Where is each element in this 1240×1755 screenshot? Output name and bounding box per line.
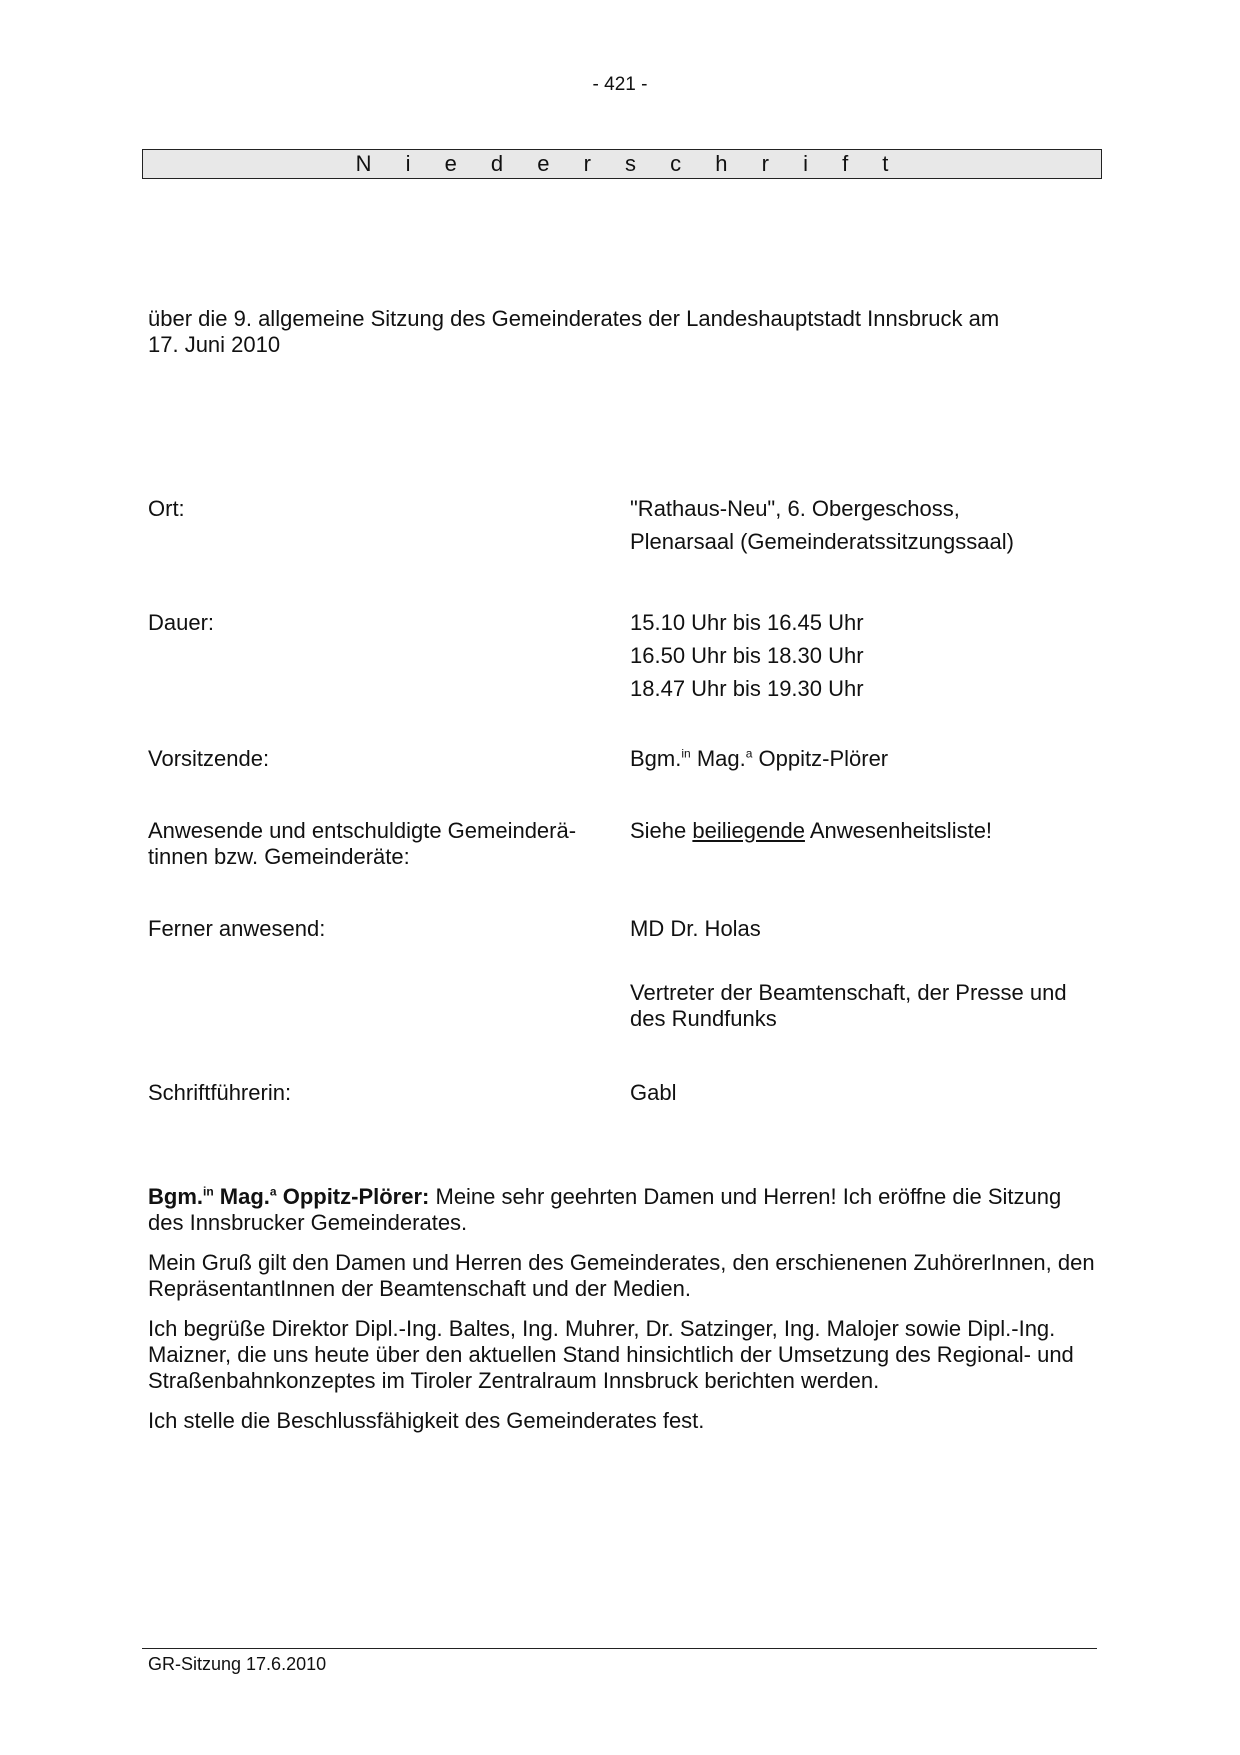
ferner-label: Ferner anwesend: — [148, 916, 326, 941]
anwesende-label-line-2: tinnen bzw. Gemeinderäte: — [148, 844, 410, 869]
anwesende-value-post: Anwesenheitsliste! — [804, 818, 993, 843]
ort-value-line: "Rathaus-Neu", 6. Obergeschoss, — [630, 496, 960, 521]
footer-text: GR-Sitzung 17.6.2010 — [148, 1654, 327, 1674]
speech-paragraph-4: Ich stelle die Beschlussfähigkeit des Gemeinderates fest. — [148, 1408, 705, 1433]
anwesende-label — [148, 818, 618, 870]
intro-line-2: 17. Juni 2010 — [148, 332, 281, 357]
anwesende-value — [630, 818, 1100, 844]
speaker-name — [148, 1184, 429, 1209]
speaker-prefix: Bgm. — [148, 1184, 203, 1209]
intro-line-1: über die 9. allgemeine Sitzung des Gemeinderates der Landeshauptstadt Innsbruck am — [148, 306, 1000, 331]
dauer-value — [630, 610, 1100, 709]
anwesende-label-line-1: Anwesende und entschuldigte Gemeinderä- — [148, 818, 577, 843]
schrift-value: Gabl — [630, 1080, 677, 1105]
speech-p1-text: Meine sehr geehrten Damen und Herren! Ich eröffne die Sitzung des Innsbrucker Gemeinderates. — [148, 1184, 1062, 1235]
speech-paragraph-2: Mein Gruß gilt den Damen und Herren des Gemeinderates, den erschienenen ZuhörerInnen, den RepräsentantInnen der Beamtenschaft und der Medien. — [148, 1250, 1095, 1301]
ferner-value-2-line-2: des Rundfunks — [630, 1006, 777, 1031]
footer-divider — [142, 1648, 1097, 1649]
ferner-value-2 — [630, 980, 1100, 1032]
vorsitzende-prefix: Bgm. — [630, 746, 682, 771]
intro-text — [148, 306, 1098, 358]
speech-paragraph-1 — [148, 1184, 1098, 1236]
vorsitzende-sup-in: in — [681, 746, 691, 761]
beiliegende-link: beiliegende — [692, 818, 805, 843]
speaker-mid: Mag. — [213, 1184, 270, 1209]
ort-label: Ort: — [148, 496, 185, 521]
document-title: N i e d e r s c h r i f t — [142, 149, 1102, 179]
dauer-label: Dauer: — [148, 610, 215, 635]
speech-paragraph-3: Ich begrüße Direktor Dipl.-Ing. Baltes, Ing. Muhrer, Dr. Satzinger, Ing. Malojer sowie Dipl.-Ing. Maizner, die uns heute über den aktuellen Stand hinsichtlich der Umsetzung des Regional- und Straßenbahnkonzeptes im Tiroler Zentralraum Innsbruck berichten werden. — [148, 1316, 1074, 1393]
speaker-surname: Oppitz-Plörer: — [276, 1184, 430, 1209]
ferner-value-2-line-1: Vertreter der Beamtenschaft, der Presse und — [630, 980, 1067, 1005]
vorsitzende-value — [630, 746, 1100, 772]
anwesende-value-pre: Siehe — [630, 818, 693, 843]
schrift-label: Schriftführerin: — [148, 1080, 292, 1105]
vorsitzende-name: Oppitz-Plörer — [752, 746, 889, 771]
vorsitzende-sup-a: a — [745, 746, 753, 761]
ort-value-line: Plenarsaal (Gemeinderatssitzungssaal) — [630, 529, 1014, 554]
dauer-value-line: 16.50 Uhr bis 18.30 Uhr — [630, 643, 864, 668]
ort-value — [630, 496, 1100, 562]
dauer-value-line: 18.47 Uhr bis 19.30 Uhr — [630, 676, 864, 701]
page-number: - 421 - — [592, 74, 648, 95]
speaker-sup-in: in — [203, 1184, 214, 1199]
ferner-value-1: MD Dr. Holas — [630, 916, 761, 941]
vorsitzende-label: Vorsitzende: — [148, 746, 270, 771]
speaker-sup-a: a — [269, 1184, 277, 1199]
dauer-value-line: 15.10 Uhr bis 16.45 Uhr — [630, 610, 864, 635]
vorsitzende-mid: Mag. — [690, 746, 746, 771]
